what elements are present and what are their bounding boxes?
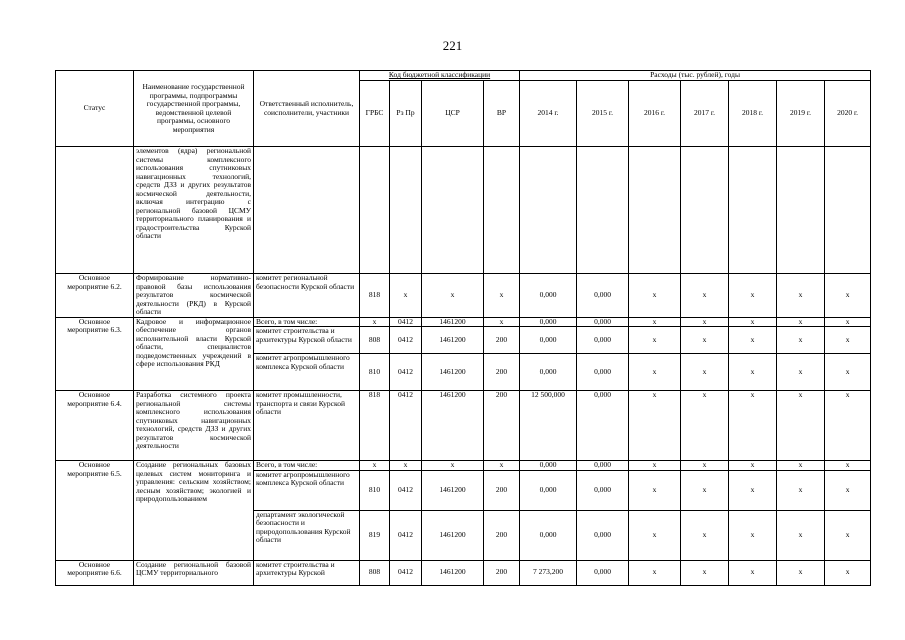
value-cell: х [729,274,777,318]
value-cell: х [629,327,681,354]
value-cell: х [681,354,729,391]
value-cell: х [629,461,681,471]
csr-cell: 1461200 [422,354,484,391]
vr-cell: х [484,461,520,471]
grbs-cell: 810 [360,354,390,391]
csr-cell: 1461200 [422,560,484,585]
value-cell: 0,000 [520,274,577,318]
value-cell: 0,000 [577,327,629,354]
header-year: 2019 г. [777,81,825,147]
value-cell: х [629,510,681,560]
table-row [56,391,871,461]
value-cell: х [825,560,871,585]
vr-cell: 200 [484,510,520,560]
header-year: 2015 г. [577,81,629,147]
value-cell: х [681,470,729,510]
status-cell: Основное мероприятие 6.4. [56,391,134,461]
value-cell: х [629,391,681,461]
value-cell: х [629,274,681,318]
grbs-cell: х [360,461,390,471]
header-grbs: ГРБС [360,81,390,147]
value-cell: х [777,461,825,471]
csr-cell: х [422,461,484,471]
value-cell: х [629,470,681,510]
value-cell: х [777,274,825,318]
budget-table [55,70,871,586]
rzpr-cell: 0412 [390,470,422,510]
rzpr-cell: 0412 [390,510,422,560]
csr-cell: 1461200 [422,510,484,560]
header-year: 2017 г. [681,81,729,147]
value-cell: х [681,327,729,354]
vr-cell: х [484,317,520,327]
measure-name: Кадровое и информационное обеспечение органов исполнительной власти Курской области, специалистов подведомственных учреждений в сфере использования РКД [134,317,254,391]
measure-name: Разработка системного проекта региональной системы комплексного использования спутниковых навигационных технологий, средств ДЗЗ и других результатов космической деятельности [134,391,254,461]
status-cell: Основное мероприятие 6.6. [56,560,134,585]
value-cell: 0,000 [577,317,629,327]
value-cell: х [681,461,729,471]
vr-cell: 200 [484,327,520,354]
csr-cell: 1461200 [422,317,484,327]
grbs-cell: 808 [360,560,390,585]
status-cell: Основное мероприятие 6.2. [56,274,134,318]
table-row [56,274,871,318]
value-cell: 0,000 [577,510,629,560]
value-cell: х [825,470,871,510]
value-cell: 0,000 [577,470,629,510]
value-cell: 0,000 [577,560,629,585]
value-cell: х [777,391,825,461]
value-cell: 0,000 [577,391,629,461]
value-cell: х [729,391,777,461]
grbs-cell: 808 [360,327,390,354]
rzpr-cell: 0412 [390,391,422,461]
table-row [56,461,871,471]
vr-cell: 200 [484,560,520,585]
value-cell: х [681,317,729,327]
value-cell: х [777,470,825,510]
value-cell: 0,000 [577,274,629,318]
value-cell: х [729,510,777,560]
value-cell: х [629,317,681,327]
measure-name: Создание региональной базовой ЦСМУ территориального [134,560,254,585]
rzpr-cell: 0412 [390,317,422,327]
grbs-cell: 818 [360,274,390,318]
header-status: Статус [56,71,134,147]
csr-cell: х [422,274,484,318]
value-cell: х [825,391,871,461]
value-cell: х [629,560,681,585]
value-cell: 0,000 [577,354,629,391]
grbs-cell: 819 [360,510,390,560]
value-cell: х [825,461,871,471]
csr-cell: 1461200 [422,327,484,354]
rzpr-cell: 0412 [390,327,422,354]
value-cell: 0,000 [520,327,577,354]
rzpr-cell: 0412 [390,354,422,391]
value-cell: 7 273,200 [520,560,577,585]
value-cell: х [729,560,777,585]
value-cell: х [777,510,825,560]
value-cell: 0,000 [520,470,577,510]
value-cell: х [729,317,777,327]
executor-cell: комитет промышленности, транспорта и связи Курской области [254,391,360,461]
header-year: 2020 г. [825,81,871,147]
value-cell: 0,000 [520,461,577,471]
csr-cell: 1461200 [422,470,484,510]
value-cell: х [825,327,871,354]
value-cell: х [777,327,825,354]
grbs-cell: 818 [360,391,390,461]
header-vr: ВР [484,81,520,147]
rzpr-cell: х [390,274,422,318]
executor-cell: комитет строительства и архитектуры Курской области [254,327,360,354]
value-cell: х [681,560,729,585]
value-cell: 0,000 [520,317,577,327]
measure-name: Создание региональных базовых целевых систем мониторинга и управления: сельским хозяйством; лесным хозяйством; экологией и природопользованием [134,461,254,561]
executor-cell: комитет агропромышленного комплекса Курской области [254,470,360,510]
value-cell: х [681,391,729,461]
vr-cell: 200 [484,391,520,461]
value-cell: х [825,317,871,327]
header-csr: ЦСР [422,81,484,147]
value-cell: х [681,510,729,560]
table-row [56,317,871,327]
table-row [56,147,871,274]
value-cell: х [825,274,871,318]
status-cell: Основное мероприятие 6.5. [56,461,134,561]
header-expenses: Расходы (тыс. рублей), годы [520,71,871,81]
page-number: 221 [442,38,463,53]
header-name: Наименование государственной программы, подпрограммы государственной программы, ведомственной целевой программы, основного мероприятия [134,71,254,147]
value-cell: х [729,327,777,354]
value-cell: х [629,354,681,391]
value-cell: х [777,560,825,585]
value-cell: 0,000 [520,354,577,391]
header-year: 2018 г. [729,81,777,147]
grbs-cell: х [360,317,390,327]
value-cell: х [729,470,777,510]
value-cell: 0,000 [520,510,577,560]
measure-name: Формирование нормативно-правовой базы использования результатов космической деятельности (РКД) в Курской области [134,274,254,318]
value-cell: х [777,354,825,391]
vr-cell: 200 [484,470,520,510]
executor-cell: Всего, в том числе: [254,461,360,471]
header-year: 2016 г. [629,81,681,147]
header-year: 2014 г. [520,81,577,147]
value-cell: х [729,354,777,391]
executor-cell: департамент экологической безопасности и природопользования Курской области [254,510,360,560]
rzpr-cell: х [390,461,422,471]
grbs-cell: 810 [360,470,390,510]
value-cell: 0,000 [577,461,629,471]
executor-cell: комитет строительства и архитектуры Курской [254,560,360,585]
measure-name: элементов (ядра) региональной системы комплексного использования спутниковых навигационных технологий, средств ДЗЗ и других результатов космической деятельности, включая интеграцию с региональной базовой ЦСМУ территориального планирования и градостроительства Курской области [134,147,254,274]
header-budget-code: Код бюджетной классификации [360,71,520,81]
rzpr-cell: 0412 [390,560,422,585]
header-executor: Ответственный исполнитель, соисполнители, участники [254,71,360,147]
csr-cell: 1461200 [422,391,484,461]
vr-cell: 200 [484,354,520,391]
status-cell: Основное мероприятие 6.3. [56,317,134,391]
executor-cell: комитет агропромышленного комплекса Курской области [254,354,360,391]
header-rzpr: Рз Пр [390,81,422,147]
value-cell: х [825,354,871,391]
value-cell: х [681,274,729,318]
executor-cell: Всего, в том числе: [254,317,360,327]
value-cell: х [729,461,777,471]
executor-cell: комитет региональной безопасности Курской области [254,274,360,318]
vr-cell: х [484,274,520,318]
value-cell: 12 500,000 [520,391,577,461]
table-row [56,560,871,585]
status-cell [56,147,134,274]
value-cell: х [777,317,825,327]
value-cell: х [825,510,871,560]
